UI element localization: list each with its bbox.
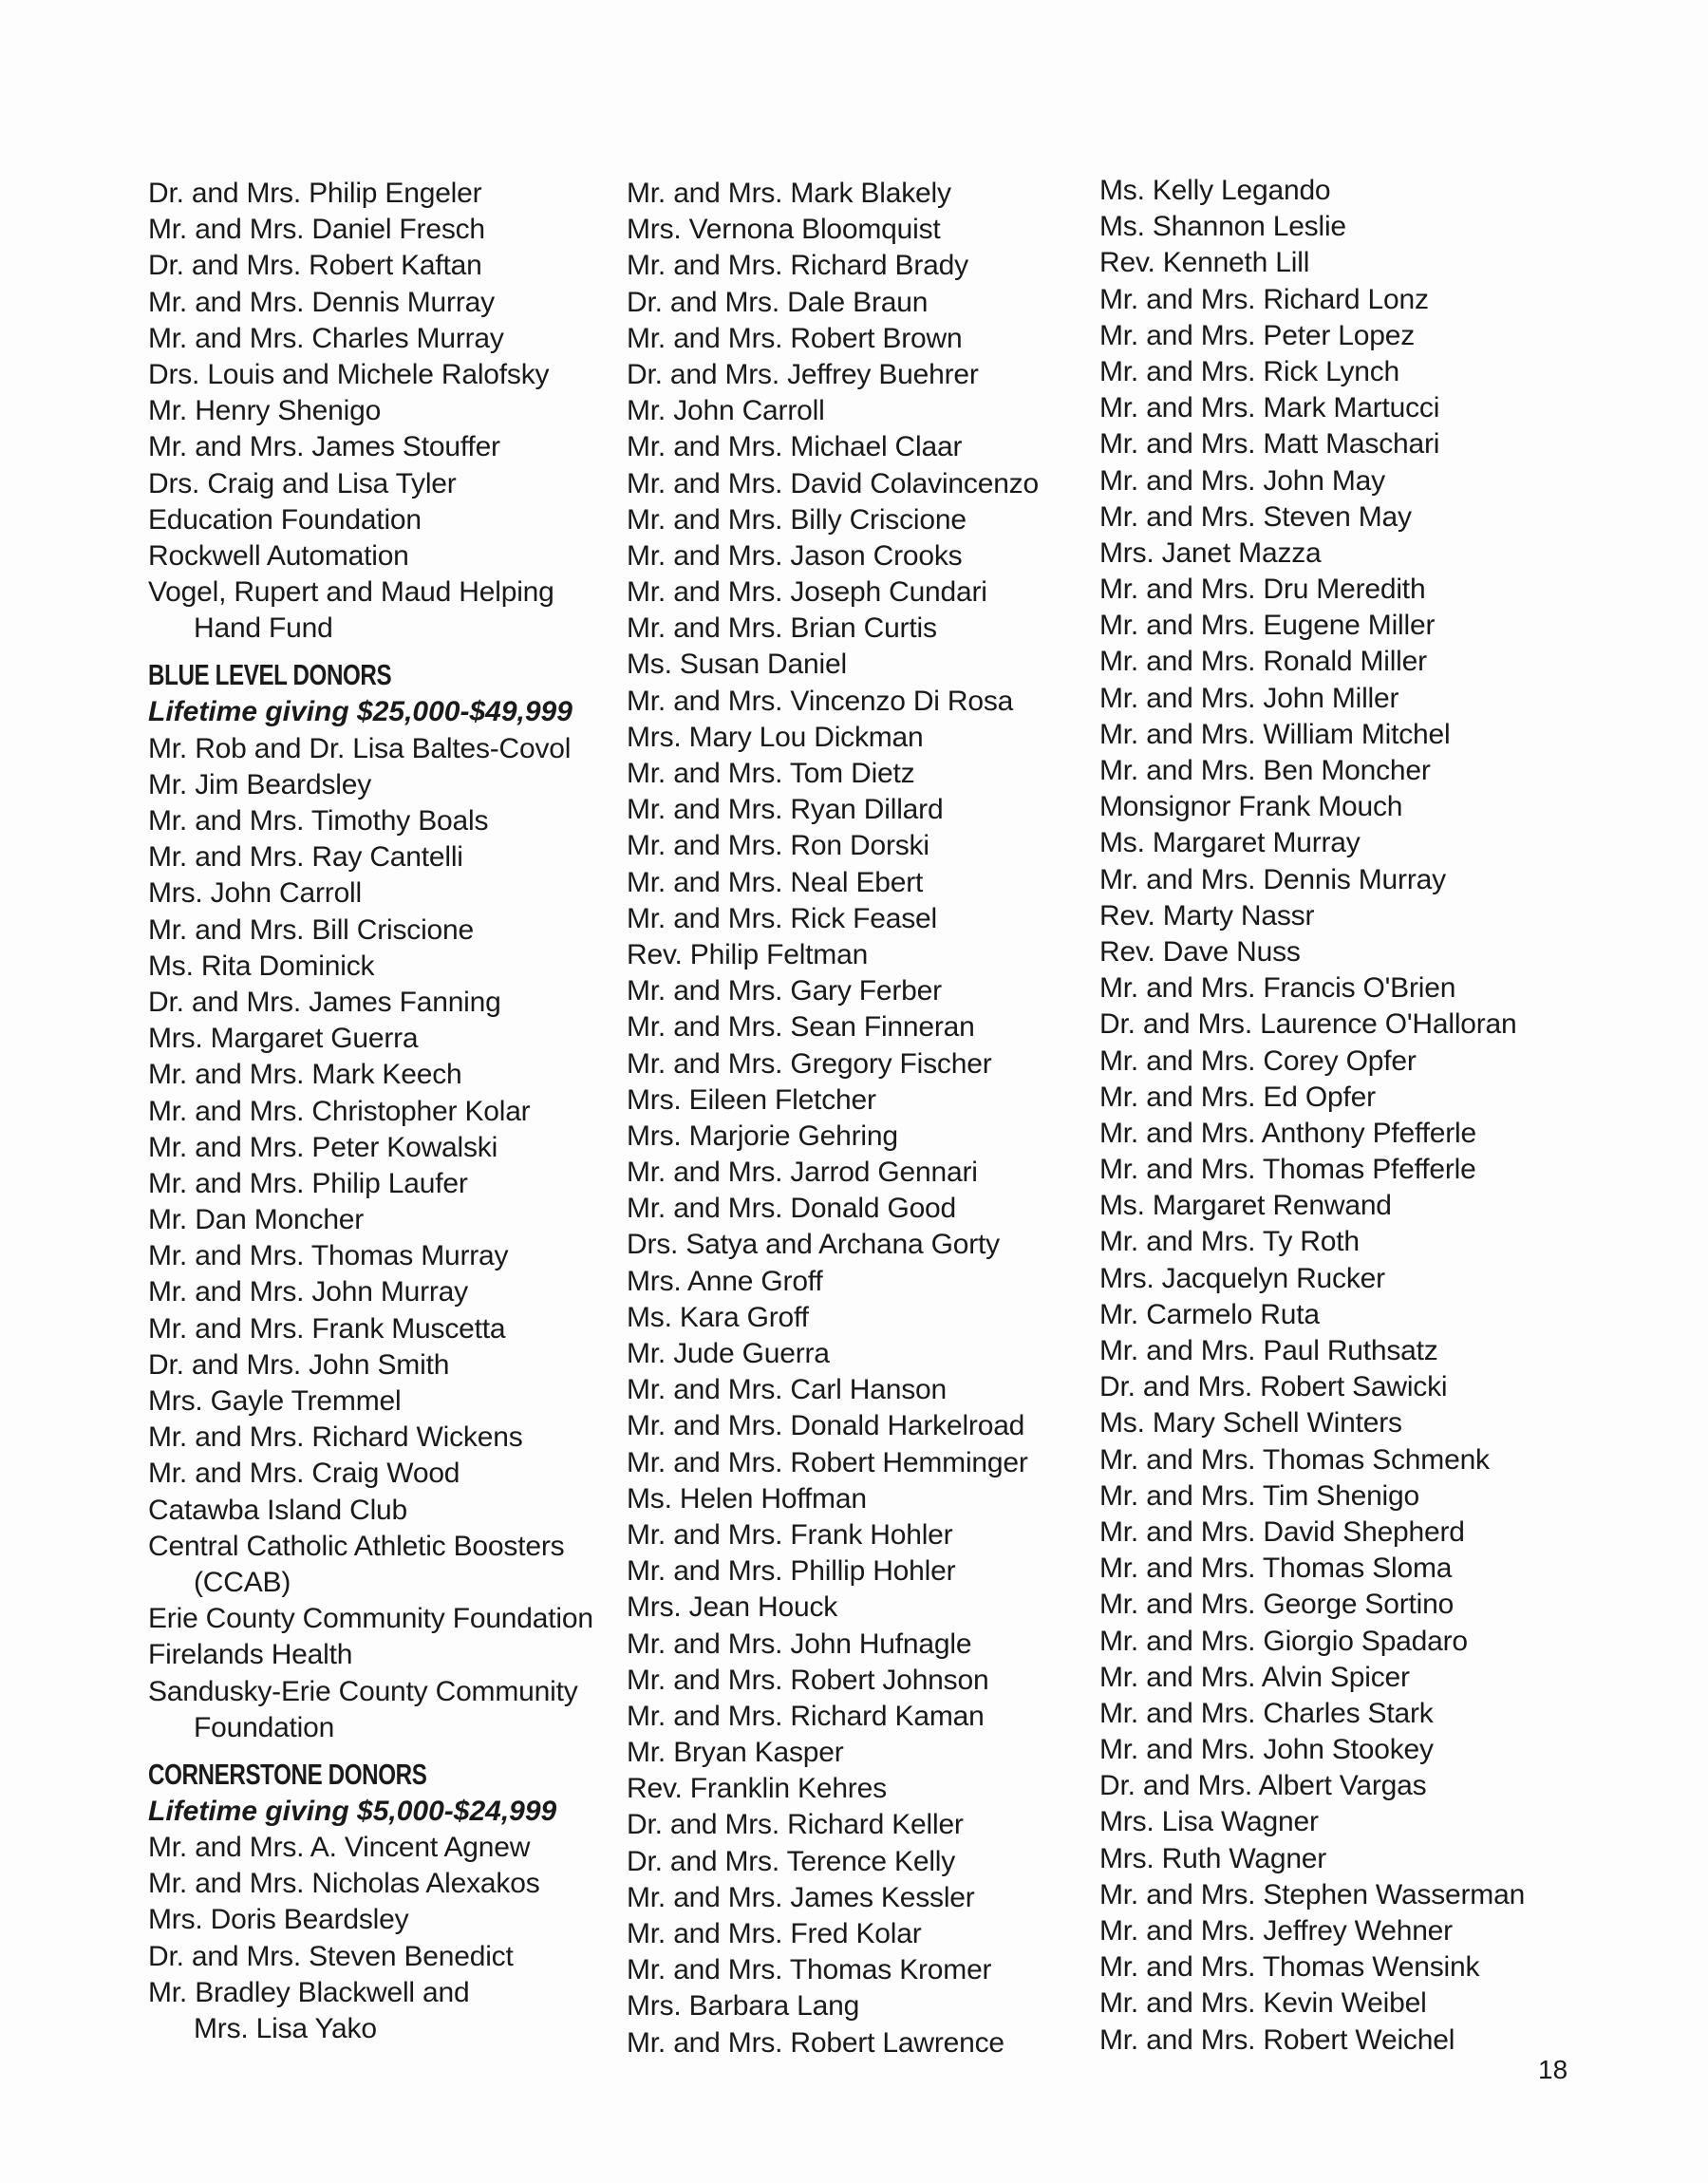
donor-name: Mr. and Mrs. Paul Ruthsatz bbox=[1099, 1335, 1438, 1366]
donor-name: Dr. and Mrs. Terence Kelly bbox=[627, 1845, 956, 1877]
donor-name: Mr. and Mrs. Tom Dietz bbox=[627, 758, 915, 789]
donor-name: Mr. and Mrs. Robert Brown bbox=[627, 322, 963, 354]
donor-column-2 bbox=[627, 176, 1092, 2061]
donor-name: Dr. and Mrs. John Smith bbox=[148, 1348, 450, 1381]
donor-name: Mrs. Mary Lou Dickman bbox=[627, 721, 924, 753]
donor-name: Mrs. John Carroll bbox=[148, 877, 362, 910]
donor-name: Rev. Franklin Kehres bbox=[627, 1773, 887, 1805]
donor-name: Mr. and Mrs. Sean Finneran bbox=[627, 1011, 975, 1044]
donor-name: Mrs. Doris Beardsley bbox=[148, 1904, 409, 1936]
donor-name: Mr. and Mrs. David Colavincenzo bbox=[627, 467, 1039, 499]
donor-name: Mr. and Mrs. Michael Claar bbox=[627, 431, 963, 463]
donor-name: Mr. John Carroll bbox=[627, 395, 825, 427]
donor-name: Mrs. Lisa Yako bbox=[194, 2013, 377, 2044]
donor-name: Mrs. Ruth Wagner bbox=[1099, 1842, 1327, 1874]
donor-name: Mr. and Mrs. Christopher Kolar bbox=[148, 1095, 531, 1127]
donor-name: Ms. Mary Schell Winters bbox=[1099, 1407, 1402, 1440]
donor-name: Mr. and Mrs. John Stookey bbox=[1099, 1734, 1434, 1766]
donor-name: Mr. and Mrs. Corey Opfer bbox=[1099, 1044, 1417, 1077]
donor-name: Mr. and Mrs. Richard Kaman bbox=[627, 1700, 985, 1732]
donor-name: Mrs. Eileen Fletcher bbox=[627, 1083, 876, 1116]
donor-name: Mr. and Mrs. Jarrod Gennari bbox=[627, 1157, 978, 1189]
donor-name: Mr. and Mrs. Thomas Sloma bbox=[1099, 1553, 1453, 1585]
donor-column-3 bbox=[1099, 173, 1631, 2059]
donor-name: Rev. Kenneth Lill bbox=[1099, 247, 1310, 279]
donor-name: Drs. Craig and Lisa Tyler bbox=[148, 467, 457, 499]
donor-name: Mr. and Mrs. Timothy Boals bbox=[148, 805, 489, 837]
donor-name: Mr. and Mrs. John May bbox=[1099, 464, 1385, 497]
donor-name: Mr. and Mrs. Matt Maschari bbox=[1099, 428, 1440, 461]
donor-name: Mr. and Mrs. Vincenzo Di Rosa bbox=[627, 685, 1014, 717]
donor-name: Mr. and Mrs. Anthony Pfefferle bbox=[1099, 1117, 1476, 1149]
donor-name: Mrs. Lisa Wagner bbox=[1099, 1806, 1319, 1838]
donor-name: Mr. and Mrs. Frank Muscetta bbox=[148, 1312, 506, 1345]
donor-name: Mr. and Mrs. Robert Johnson bbox=[627, 1664, 989, 1696]
donor-name: Dr. and Mrs. Richard Keller bbox=[627, 1809, 964, 1841]
donor-name: Mrs. Jacquelyn Rucker bbox=[1099, 1262, 1385, 1294]
donor-name: Mr. and Mrs. Mark Blakely bbox=[627, 178, 951, 209]
donor-name: Ms. Margaret Renwand bbox=[1099, 1190, 1392, 1222]
donor-name: Mr. and Mrs. Thomas Murray bbox=[148, 1240, 509, 1272]
donor-name: Monsignor Frank Mouch bbox=[1099, 791, 1403, 823]
donor-name: Mr. and Mrs. Charles Murray bbox=[148, 322, 504, 354]
donor-name: Mr. and Mrs. Gregory Fischer bbox=[627, 1047, 992, 1080]
donor-name: Mr. and Mrs. George Sortino bbox=[1099, 1589, 1455, 1621]
donor-name: Mr. and Mrs. William Mitchel bbox=[1099, 718, 1451, 750]
donor-name: Mr. Henry Shenigo bbox=[148, 395, 382, 427]
donor-name: Rockwell Automation bbox=[148, 539, 409, 572]
donor-name: Mrs. Jean Houck bbox=[627, 1591, 838, 1624]
donor-name: Drs. Louis and Michele Ralofsky bbox=[148, 358, 550, 390]
cornerstone-donor-list bbox=[148, 1830, 613, 2047]
donor-name: Vogel, Rupert and Maud Helping bbox=[148, 576, 554, 609]
donor-name: Central Catholic Athletic Boosters bbox=[148, 1530, 565, 1562]
donor-name: Dr. and Mrs. Philip Engeler bbox=[148, 178, 482, 209]
donor-name: Mr. and Mrs. Bill Criscione bbox=[148, 913, 475, 946]
donor-name: Mr. and Mrs. John Murray bbox=[148, 1276, 468, 1308]
donor-name: Ms. Shannon Leslie bbox=[1099, 211, 1346, 243]
donor-name: Mr. and Mrs. Mark Keech bbox=[148, 1059, 462, 1091]
donor-name: Mr. and Mrs. Jason Crooks bbox=[627, 539, 963, 572]
donor-name: Mr. and Mrs. Dru Meredith bbox=[1099, 574, 1426, 606]
donor-name: Mr. and Mrs. Ronald Miller bbox=[1099, 646, 1427, 678]
donor-name: Mr. and Mrs. Rick Feasel bbox=[627, 902, 937, 934]
donor-name: Mr. and Mrs. David Shepherd bbox=[1099, 1515, 1465, 1548]
blue-level-donor-list bbox=[148, 731, 613, 1746]
donor-name: Dr. and Mrs. Steven Benedict bbox=[148, 1940, 514, 1972]
donor-name: Mrs. Gayle Tremmel bbox=[148, 1385, 402, 1417]
donor-name: Mr. and Mrs. A. Vincent Agnew bbox=[148, 1832, 531, 1864]
cornerstone-heading: CORNERSTONE DONORS bbox=[148, 1757, 427, 1791]
donor-name: Ms. Rita Dominick bbox=[148, 950, 375, 982]
donor-name: Rev. Philip Feltman bbox=[627, 938, 869, 970]
donor-name: Mr. and Mrs. Dennis Murray bbox=[1099, 863, 1446, 895]
donor-name: Mr. and Mrs. Robert Lawrence bbox=[627, 2026, 1004, 2059]
donor-name: Mr. and Mrs. Rick Lynch bbox=[1099, 355, 1400, 387]
donor-name: Sandusky-Erie County Community bbox=[148, 1675, 578, 1707]
donor-name: Mr. and Mrs. Craig Wood bbox=[148, 1458, 460, 1490]
donor-name: Foundation bbox=[194, 1711, 335, 1743]
donor-name: Mr. Bryan Kasper bbox=[627, 1737, 844, 1769]
donor-name: Mr. and Mrs. Giorgio Spadaro bbox=[1099, 1625, 1468, 1657]
donor-name: Mr. and Mrs. Fred Kolar bbox=[627, 1918, 922, 1949]
donor-name: Mr. and Mrs. James Stouffer bbox=[148, 431, 500, 463]
donor-name: Firelands Health bbox=[148, 1639, 353, 1671]
donor-name: Mr. and Mrs. Ben Moncher bbox=[1099, 755, 1431, 786]
donor-name: Mrs. Marjorie Gehring bbox=[627, 1120, 898, 1152]
donor-name: Mrs. Vernona Bloomquist bbox=[627, 214, 941, 246]
donor-name: Mr. and Mrs. Dennis Murray bbox=[148, 286, 495, 318]
donor-name: Mrs. Janet Mazza bbox=[1099, 536, 1322, 569]
donor-name: Mr. Jim Beardsley bbox=[148, 768, 371, 800]
donor-name: Mr. and Mrs. Phillip Hohler bbox=[627, 1555, 956, 1588]
blue-level-heading: BLUE LEVEL DONORS bbox=[148, 658, 392, 692]
donor-name: Mr. and Mrs. Kevin Weibel bbox=[1099, 1987, 1427, 2020]
donor-name: Mr. and Mrs. Ty Roth bbox=[1099, 1226, 1360, 1258]
donor-name: Mr. and Mrs. Gary Ferber bbox=[627, 975, 942, 1007]
cornerstone-range: Lifetime giving $5,000-$24,999 bbox=[148, 1795, 557, 1827]
donor-name: Mr. and Mrs. Tim Shenigo bbox=[1099, 1479, 1419, 1512]
donor-name: Mr. and Mrs. Brian Curtis bbox=[627, 612, 937, 645]
donor-name: Dr. and Mrs. Robert Kaftan bbox=[148, 250, 482, 282]
donor-name: Dr. and Mrs. James Fanning bbox=[148, 986, 501, 1018]
donor-name: Mr. and Mrs. Nicholas Alexakos bbox=[148, 1868, 540, 1900]
donor-name: Mr. and Mrs. Eugene Miller bbox=[1099, 610, 1436, 642]
donor-name: Rev. Marty Nassr bbox=[1099, 899, 1315, 932]
donor-name: Ms. Helen Hoffman bbox=[627, 1482, 867, 1515]
donor-name: Mr. and Mrs. John Hufnagle bbox=[627, 1628, 972, 1660]
donor-name: Mr. and Mrs. Frank Hohler bbox=[627, 1518, 953, 1551]
donor-name: Mr. and Mrs. James Kessler bbox=[627, 1881, 975, 1913]
donor-name: Catawba Island Club bbox=[148, 1494, 408, 1526]
donor-name: Dr. and Mrs. Robert Sawicki bbox=[1099, 1371, 1448, 1403]
donor-name: Mr. and Mrs. Philip Laufer bbox=[148, 1167, 468, 1199]
donor-name: Education Foundation bbox=[148, 503, 422, 536]
donor-name: Ms. Kelly Legando bbox=[1099, 175, 1331, 206]
donor-name: Mr. and Mrs. Ryan Dillard bbox=[627, 794, 944, 826]
donor-name: Mrs. Barbara Lang bbox=[627, 1990, 860, 2023]
donor-name: Mr. Dan Moncher bbox=[148, 1204, 365, 1236]
donor-name: Erie County Community Foundation bbox=[148, 1603, 593, 1635]
donor-name: Mr. and Mrs. Charles Stark bbox=[1099, 1697, 1434, 1729]
donor-name: Mr. and Mrs. Robert Hemminger bbox=[627, 1446, 1028, 1478]
donor-name: Mr. and Mrs. Thomas Pfefferle bbox=[1099, 1154, 1476, 1186]
donor-name: Mr. and Mrs. Neal Ebert bbox=[627, 866, 924, 898]
donor-name: Mr. Rob and Dr. Lisa Baltes-Covol bbox=[148, 732, 572, 764]
donor-name: Mr. and Mrs. Alvin Spicer bbox=[1099, 1661, 1410, 1693]
donor-name: Ms. Margaret Murray bbox=[1099, 827, 1361, 859]
donor-name: Mr. and Mrs. Carl Hanson bbox=[627, 1374, 947, 1406]
donor-name: Mr. Carmelo Ruta bbox=[1099, 1298, 1320, 1330]
donor-name: Mr. and Mrs. Billy Criscione bbox=[627, 503, 967, 536]
donor-name: Mrs. Anne Groff bbox=[627, 1265, 823, 1297]
blue-level-range: Lifetime giving $25,000-$49,999 bbox=[148, 696, 572, 728]
donor-name: Mr. and Mrs. Robert Weichel bbox=[1099, 2023, 1455, 2056]
donor-name: Mr. Jude Guerra bbox=[627, 1338, 830, 1369]
donor-name: Mr. and Mrs. Thomas Wensink bbox=[1099, 1951, 1480, 1984]
donor-name: Dr. and Mrs. Albert Vargas bbox=[1099, 1770, 1427, 1802]
donor-name: Dr. and Mrs. Laurence O'Halloran bbox=[1099, 1008, 1517, 1041]
donor-name: Mr. and Mrs. Stephen Wasserman bbox=[1099, 1878, 1526, 1910]
donor-name: Dr. and Mrs. Jeffrey Buehrer bbox=[627, 358, 979, 390]
donor-name: Drs. Satya and Archana Gorty bbox=[627, 1229, 1000, 1261]
donor-name: Mrs. Margaret Guerra bbox=[148, 1023, 419, 1055]
donor-name: Mr. and Mrs. Daniel Fresch bbox=[148, 214, 485, 246]
page-number: 18 bbox=[1538, 2055, 1568, 2084]
donor-name: Hand Fund bbox=[194, 612, 333, 645]
donor-name: Mr. and Mrs. Ed Opfer bbox=[1099, 1081, 1376, 1113]
donor-name: Mr. and Mrs. Ron Dorski bbox=[627, 830, 929, 862]
intro-donor-list bbox=[148, 176, 613, 647]
donor-name: Ms. Kara Groff bbox=[627, 1301, 809, 1333]
donor-name: Mr. and Mrs. Steven May bbox=[1099, 500, 1412, 533]
donor-name: Mr. and Mrs. Mark Martucci bbox=[1099, 392, 1440, 424]
donor-name: Mr. and Mrs. Francis O'Brien bbox=[1099, 972, 1456, 1005]
donor-name: Mr. and Mrs. Peter Lopez bbox=[1099, 319, 1416, 351]
donor-name: Dr. and Mrs. Dale Braun bbox=[627, 286, 929, 318]
donor-name: Mr. and Mrs. Thomas Schmenk bbox=[1099, 1443, 1490, 1476]
donor-name: Mr. and Mrs. Richard Wickens bbox=[148, 1421, 523, 1454]
donor-name: Mr. and Mrs. Richard Brady bbox=[627, 250, 968, 282]
donor-name: Mr. and Mrs. Ray Cantelli bbox=[148, 841, 463, 874]
donor-column-1 bbox=[148, 176, 613, 2047]
donor-name: Mr. and Mrs. Jeffrey Wehner bbox=[1099, 1915, 1453, 1947]
donor-name: Mr. and Mrs. John Miller bbox=[1099, 682, 1399, 714]
donor-name: Mr. and Mrs. Joseph Cundari bbox=[627, 576, 987, 609]
donor-name: Mr. and Mrs. Donald Harkelroad bbox=[627, 1410, 1025, 1442]
donor-name: Mr. and Mrs. Donald Good bbox=[627, 1193, 957, 1225]
donor-name: Mr. and Mrs. Thomas Kromer bbox=[627, 1954, 992, 1986]
donor-name: (CCAB) bbox=[194, 1566, 291, 1598]
donor-name: Rev. Dave Nuss bbox=[1099, 935, 1301, 968]
donor-name: Mr. and Mrs. Peter Kowalski bbox=[148, 1131, 498, 1163]
donor-name: Ms. Susan Daniel bbox=[627, 649, 847, 681]
donor-name: Mr. Bradley Blackwell and bbox=[148, 1976, 470, 2008]
donor-name: Mr. and Mrs. Richard Lonz bbox=[1099, 283, 1429, 315]
